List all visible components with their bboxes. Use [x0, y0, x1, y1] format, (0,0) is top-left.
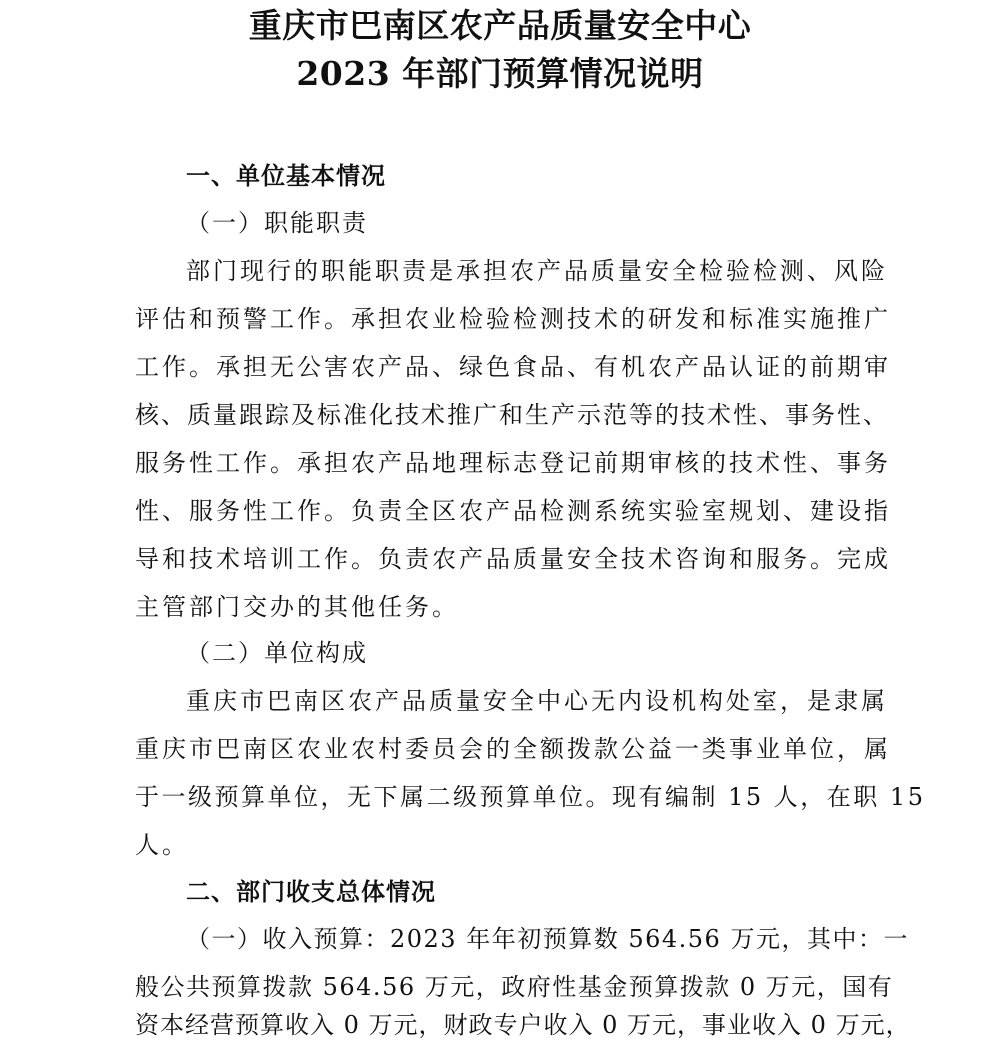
paragraph-line: 评估和预警工作。承担农业检验检测技术的研发和标准实施推广: [135, 305, 891, 333]
paragraph-line: 核、质量跟踪及标准化技术推广和生产示范等的技术性、事务性、: [135, 401, 889, 429]
paragraph-line: 服务性工作。承担农产品地理标志登记前期审核的技术性、事务: [135, 449, 891, 477]
paragraph-line: 导和技术培训工作。负责农产品质量安全技术咨询和服务。完成: [135, 545, 891, 573]
paragraph-line: 重庆市巴南区农业农村委员会的全额拨款公益一类事业单位，属: [135, 735, 891, 763]
document-title-line2: 2023 年部门预算情况说明: [296, 54, 704, 93]
section1-heading: 一、单位基本情况: [186, 161, 386, 190]
section2-heading: 二、部门收支总体情况: [186, 877, 436, 906]
section1-sub1-heading: （一）职能职责: [186, 209, 368, 237]
paragraph-line: 般公共预算拨款 564.56 万元，政府性基金预算拨款 0 万元，国有: [135, 973, 894, 1001]
paragraph-line: 主管部门交办的其他任务。: [135, 593, 459, 621]
paragraph-line: 部门现行的职能职责是承担农产品质量安全检验检测、风险: [186, 257, 888, 285]
document-title-line1: 重庆市巴南区农产品质量安全中心: [248, 6, 752, 45]
paragraph-line: 性、服务性工作。负责全区农产品检测系统实验室规划、建设指: [135, 497, 891, 525]
paragraph-line: 于一级预算单位，无下属二级预算单位。现有编制 15 人，在职 15: [135, 783, 926, 811]
section1-sub2-heading: （二）单位构成: [186, 639, 368, 667]
paragraph-line: 重庆市巴南区农产品质量安全中心无内设机构处室，是隶属: [186, 687, 888, 715]
paragraph-line: 人。: [135, 831, 189, 859]
paragraph-line: （一）收入预算：2023 年年初预算数 564.56 万元，其中：一: [186, 925, 909, 953]
paragraph-line: 资本经营预算收入 0 万元，财政专户收入 0 万元，事业收入 0 万元，: [135, 1011, 911, 1039]
paragraph-line: 工作。承担无公害农产品、绿色食品、有机农产品认证的前期审: [135, 353, 891, 381]
